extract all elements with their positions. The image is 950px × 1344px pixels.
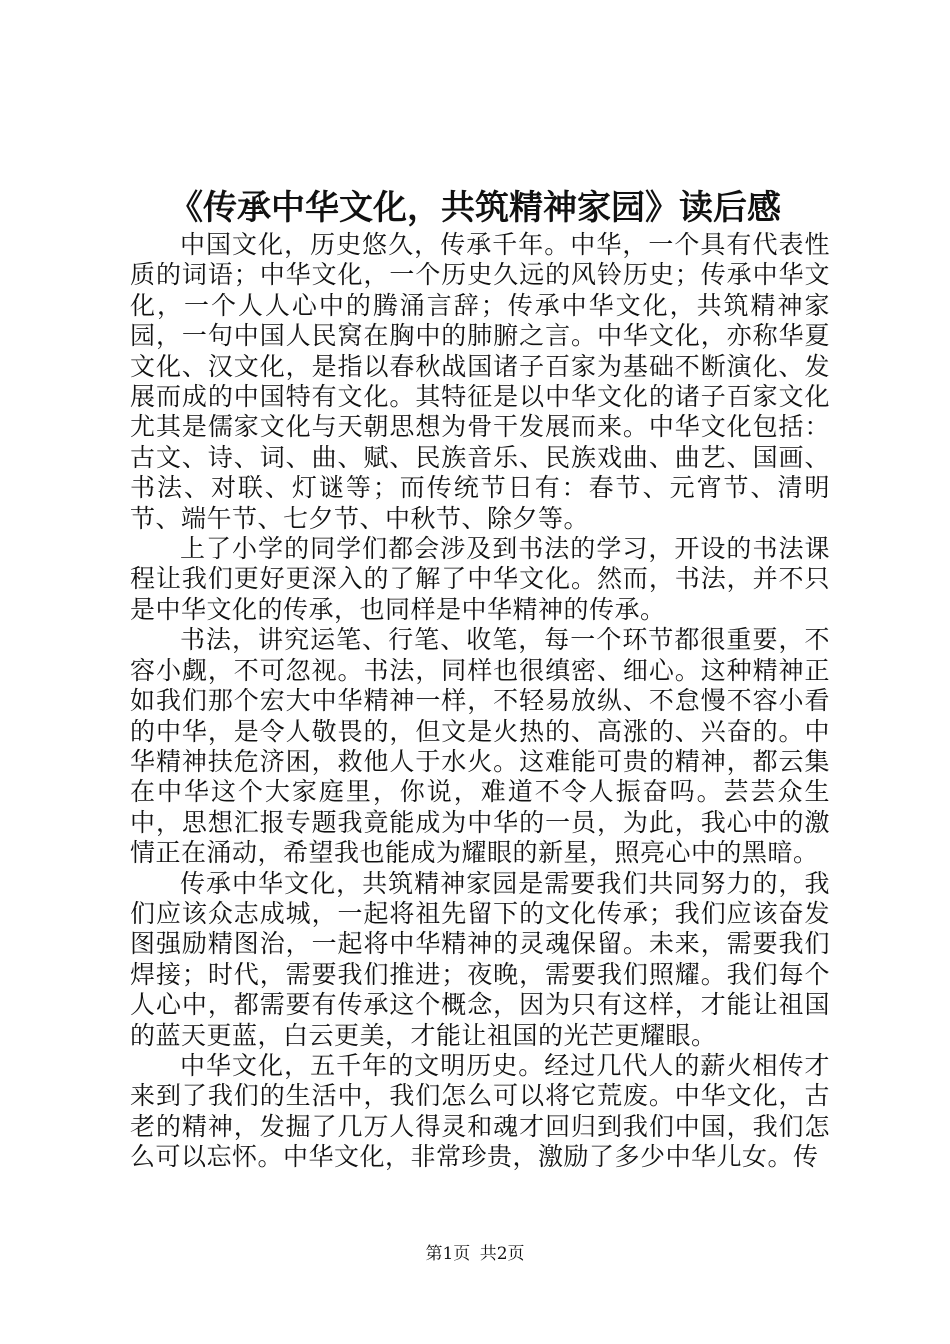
document-body xyxy=(130,230,830,1173)
paragraph-3: 书法，讲究运笔、行笔、收笔，每一个环节都很重要，不容小觑，不可忽视。书法，同样也很缜密、细心。这种精神正如我们那个宏大中华精神一样，不轻易放纵、不怠慢不容小看的中华，是令人敬畏的，但文是火热的、高涨的、兴奋的。中华精神扶危济困，救他人于水火。这难能可贵的精神，都云集在中华这个大家庭里，你说，难道不令人振奋吗。芸芸众生中，思想汇报专题我竟能成为中华的一员，为此，我心中的激情正在涌动，希望我也能成为耀眼的新星，照亮心中的黑暗。 xyxy=(130,625,830,868)
paragraph-2: 上了小学的同学们都会涉及到书法的学习，开设的书法课程让我们更好更深入的了解了中华文化。然而，书法，并不只是中华文化的传承，也同样是中华精神的传承。 xyxy=(130,534,830,624)
page-total: 共2页 xyxy=(479,1244,525,1264)
paragraph-1: 中国文化，历史悠久，传承千年。中华，一个具有代表性质的词语；中华文化，一个历史久远的风铃历史；传承中华文化，一个人人心中的腾涌言辞；传承中华文化，共筑精神家园，一句中国人民窝在胸中的肺腑之言。中华文化，亦称华夏文化、汉文化，是指以春秋战国诸子百家为基础不断演化、发展而成的中国特有文化。其特征是以中华文化的诸子百家文化尤其是儒家文化与天朝思想为骨干发展而来。中华文化包括：古文、诗、词、曲、赋、民族音乐、民族戏曲、曲艺、国画、书法、对联、灯谜等；而传统节日有：春节、元宵节、清明节、端午节、七夕节、中秋节、除夕等。 xyxy=(130,230,830,533)
page-footer xyxy=(0,1242,950,1266)
document-title: 《传承中华文化，共筑精神家园》读后感 xyxy=(169,188,781,228)
paragraph-4: 传承中华文化，共筑精神家园是需要我们共同努力的，我们应该众志成城，一起将祖先留下的文化传承；我们应该奋发图强励精图治，一起将中华精神的灵魂保留。未来，需要我们焊接；时代，需要我们推进；夜晚，需要我们照耀。我们每个人心中，都需要有传承这个概念，因为只有这样，才能让祖国的蓝天更蓝，白云更美，才能让祖国的光芒更耀眼。 xyxy=(130,868,830,1050)
paragraph-5: 中华文化，五千年的文明历史。经过几代人的薪火相传才来到了我们的生活中，我们怎么可以将它荒废。中华文化，古老的精神，发掘了几万人得灵和魂才回归到我们中国，我们怎么可以忘怀。中华文化，非常珍贵，激励了多少中华儿女。传 xyxy=(130,1050,830,1172)
page-number: 第1页 xyxy=(425,1244,471,1264)
